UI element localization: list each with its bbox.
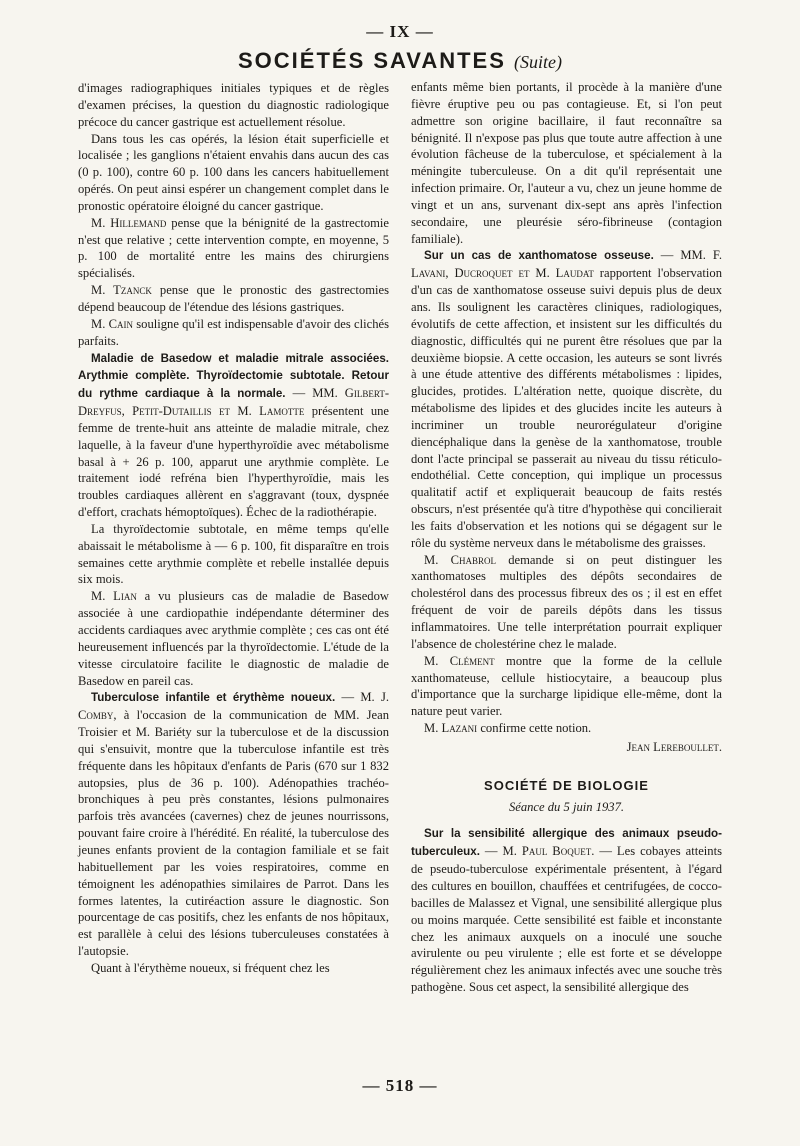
paragraph-text: souligne qu'il est indispensable d'avoir des clichés parfaits.	[78, 316, 389, 348]
page-header-roman: — IX —	[366, 22, 434, 41]
paragraph	[78, 350, 389, 521]
communication-title: Maladie de Basedow et maladie mitrale associées. Arythmie complète. Thyroïdectomie subtotale. Retour du rythme cardiaque à la normale.	[78, 351, 389, 401]
paragraph	[411, 653, 722, 720]
author-name: M. Hillemand	[91, 215, 167, 230]
communication-title: Sur un cas de xanthomatose osseuse.	[424, 249, 654, 263]
author-name: — M. J. Comby,	[78, 690, 389, 723]
paragraph: d'images radiographiques initiales typiques et de règles d'examen précises, la question du diagnostic radiologique précoce du cancer gastrique est actuellement résolue.	[78, 81, 389, 129]
page-number: — 518 —	[362, 1076, 438, 1095]
signature: Jean Lereboullet.	[626, 739, 722, 754]
author-name: — M. Paul Boquet.	[479, 844, 595, 859]
paragraph-text: pense que le pronostic des gastrectomies dépend beaucoup de l'étendue des lésions gastriques.	[78, 283, 389, 314]
author-name: M. Tzanck	[91, 283, 152, 298]
paragraph	[78, 282, 389, 316]
paragraph	[78, 316, 389, 350]
paragraph	[411, 825, 722, 995]
author-names: — MM. Gilbert-Dreyfus, Petit-Dutaillis et M. Lamotte	[78, 386, 390, 419]
paragraph	[78, 689, 389, 960]
society-heading: SOCIÉTÉ DE BIOLOGIE	[484, 777, 649, 793]
paragraph: La thyroïdectomie subtotale, en même temps qu'elle abaissait le métabolisme à — 6 p. 100, fit disparaître en trois semaines cette arythmie complète et rebelle installée depuis six mois.	[78, 521, 389, 587]
paragraph: Quant à l'érythème noueux, si fréquent chez les	[91, 960, 330, 975]
paragraph	[411, 247, 722, 551]
page-title	[0, 48, 800, 74]
paragraph-text: — Les cobayes atteints de pseudo-tuberculose expérimentale présentent, à l'égard des cultures en bouillon, chauffées et centrifugées, de cocco-bacilles de Malassez et Vignal, une sensibilité allergique plus ou moins marquée. Cette sensibilité est faible et inconstante chez les animaux auxquels on a inoculé une souche avirulente ou peu virulente ; elle est forte et se développe régulièrement chez les animaux infectés avec une souche très pathogène. Sous cet aspect, la sensibilité allergique des	[411, 844, 723, 995]
author-name: M. Lazani	[424, 721, 478, 736]
paragraph-text: à l'occasion de la communication de MM. Jean Troisier et M. Bariéty sur la tuberculose et de la discussion qui s'ensuivit, montre que la tuberculose infantile est très fréquente dans les hôpitaux d'enfants de Paris (670 sur 1 832 autopsies, plus de 36 p. 100). Adénopathies trachéo-bronchiques à peu près constantes, lésions pulmonaires parfois très avancées (cavernes) chez de jeunes nourrissons, pouvant faire croire à l'hérédité. En réalité, la tuberculose des jeunes enfants provient de la contagion familiale et se fait habituellement par les voies respiratoires, comme en témoignent les adénopathies similaires de Parrot. Dans les formes latentes, la cutiréaction assure le diagnostic. Son pourcentage de cas positifs, chez les enfants de nos hôpitaux, est parallèle à celui des lésions tuberculeuses constatées à l'autopsie.	[78, 708, 389, 959]
author-names: — MM. F. Lavani, Ducroquet et M. Laudat	[411, 248, 722, 281]
paragraph-text: a vu plusieurs cas de maladie de Basedow associée à une cardiopathie indépendante déterminer des accidents cardiaques avec arythmie complète ; ces cas ont été heureusement influencés par la thyroïdectomie. L'étude de la vitesse circulatoire facilite le diagnostic de maladie de Basedow en pareil cas.	[78, 589, 389, 688]
communication-title: Sur la sensibilité allergique des animaux pseudo-tuberculeux.	[411, 827, 722, 859]
paragraph-text: montre que la forme de la cellule xanthomateuse, cellule histiocytaire, a beaucoup plus d'importance que la surcharge lipidique elle-même, dont la nature peut varier.	[411, 653, 722, 719]
right-column	[411, 79, 722, 996]
paragraph-text: rapportent l'observation d'un cas de xanthomatose osseuse suivi depuis plus de deux ans. Ils soulignent les caractères cliniques, radiologiques, évolutifs de cette affection, et insistent sur les difficultés du diagnostic, difficultés qui ne purent être résolues que par la deuxième biopsie. A cette occasion, les auteurs se sont livrés à une étude attentive des différents métabolismes : lipides, glucides, protides. L'altération nette, quoique discrète, du métabolisme des lipides et des glucides incite les auteurs à incriminer un trouble neurorégulateur d'origine diencéphalique dans la genèse de la xanthomatose, trouble dont l'acte principal se passerait au niveau du tissu réticulo-endothélial. Cette conception, qui implique un processus qualitatif actif et expliquerait beaucoup de faits restés obscurs, n'est présentée qu'à titre d'hypothèse qui concilierait les faits d'observation et les notions qui se dégagent sur le rôle du système nerveux dans le métabolisme des graisses.	[411, 266, 722, 550]
author-name: M. Clément	[424, 653, 495, 668]
paragraph-text: présentent une femme de trente-huit ans atteinte de maladie mitrale, chez laquelle, à la faveur d'une hyperthyroïdie avec métabolisme basal à + 26 p. 100, apparut une arythmie complète. Le traitement iodé refréna bien l'hyperthyroïdie, mais les troubles cardiaques allèrent en s'aggravant (toux, dyspnée d'effort, crachats hémoptoïques). Échec de la radiothérapie.	[78, 404, 390, 520]
paragraph-text: confirme cette notion.	[477, 721, 592, 736]
author-name: M. Lian	[91, 589, 137, 604]
page-title-text: SOCIÉTÉS SAVANTES	[238, 48, 506, 73]
seance-date: Séance du 5 juin 1937.	[508, 799, 625, 814]
paragraph	[78, 215, 389, 282]
left-column	[78, 80, 389, 977]
paragraph	[411, 720, 722, 737]
communication-title: Tuberculose infantile et érythème noueux.	[91, 691, 336, 705]
author-name: M. Chabrol	[424, 552, 496, 567]
paragraph-text: demande si on peut distinguer les xanthomatoses multiples des dépôts secondaires de cholestérol dans des processus fibreux des os ; il est en effet fréquent de voir de pareils dépôts dans les tissus inflammatoires. Une telle interprétation pourrait expliquer l'absence de cholestérine chez le malade.	[411, 552, 722, 651]
paragraph: Dans tous les cas opérés, la lésion était superficielle et localisée ; les ganglions n'étaient envahis dans aucun des cas (0 p. 100), contre 60 p. 100 dans les cancers habituellement opérés. On peut ainsi espérer un changement complet dans le pronostic opératoire éloigné du cancer gastrique.	[78, 131, 389, 213]
page-title-suffix: (Suite)	[514, 52, 562, 72]
paragraph	[78, 588, 389, 689]
paragraph	[411, 552, 722, 653]
author-name: M. Cain	[91, 316, 133, 331]
paragraph: enfants même bien portants, il procède à la manière d'une fièvre éruptive peu ou pas contagieuse. Et, si l'on peut admettre son origine bacillaire, il faut reconnaître sa bénignité. Il n'expose pas plus que toute autre affection à une évolution fâcheuse de la tuberculose, et spécialement à la méningite tuberculeuse. On a dit qu'il représentait une infection primaire. Or, l'auteur a vu, chez un jeune homme de vingt et un ans, survenant dix-sept ans après l'infection secondaire, une pleurésie séro-fibrineuse (contagion familiale).	[411, 80, 722, 246]
paragraph-text: pense que la bénignité de la gastrectomie n'est que relative ; cette intervention compte, en moyenne, 5 p. 100 de mortalité entre les mains des chirurgiens spécialisés.	[78, 215, 389, 281]
